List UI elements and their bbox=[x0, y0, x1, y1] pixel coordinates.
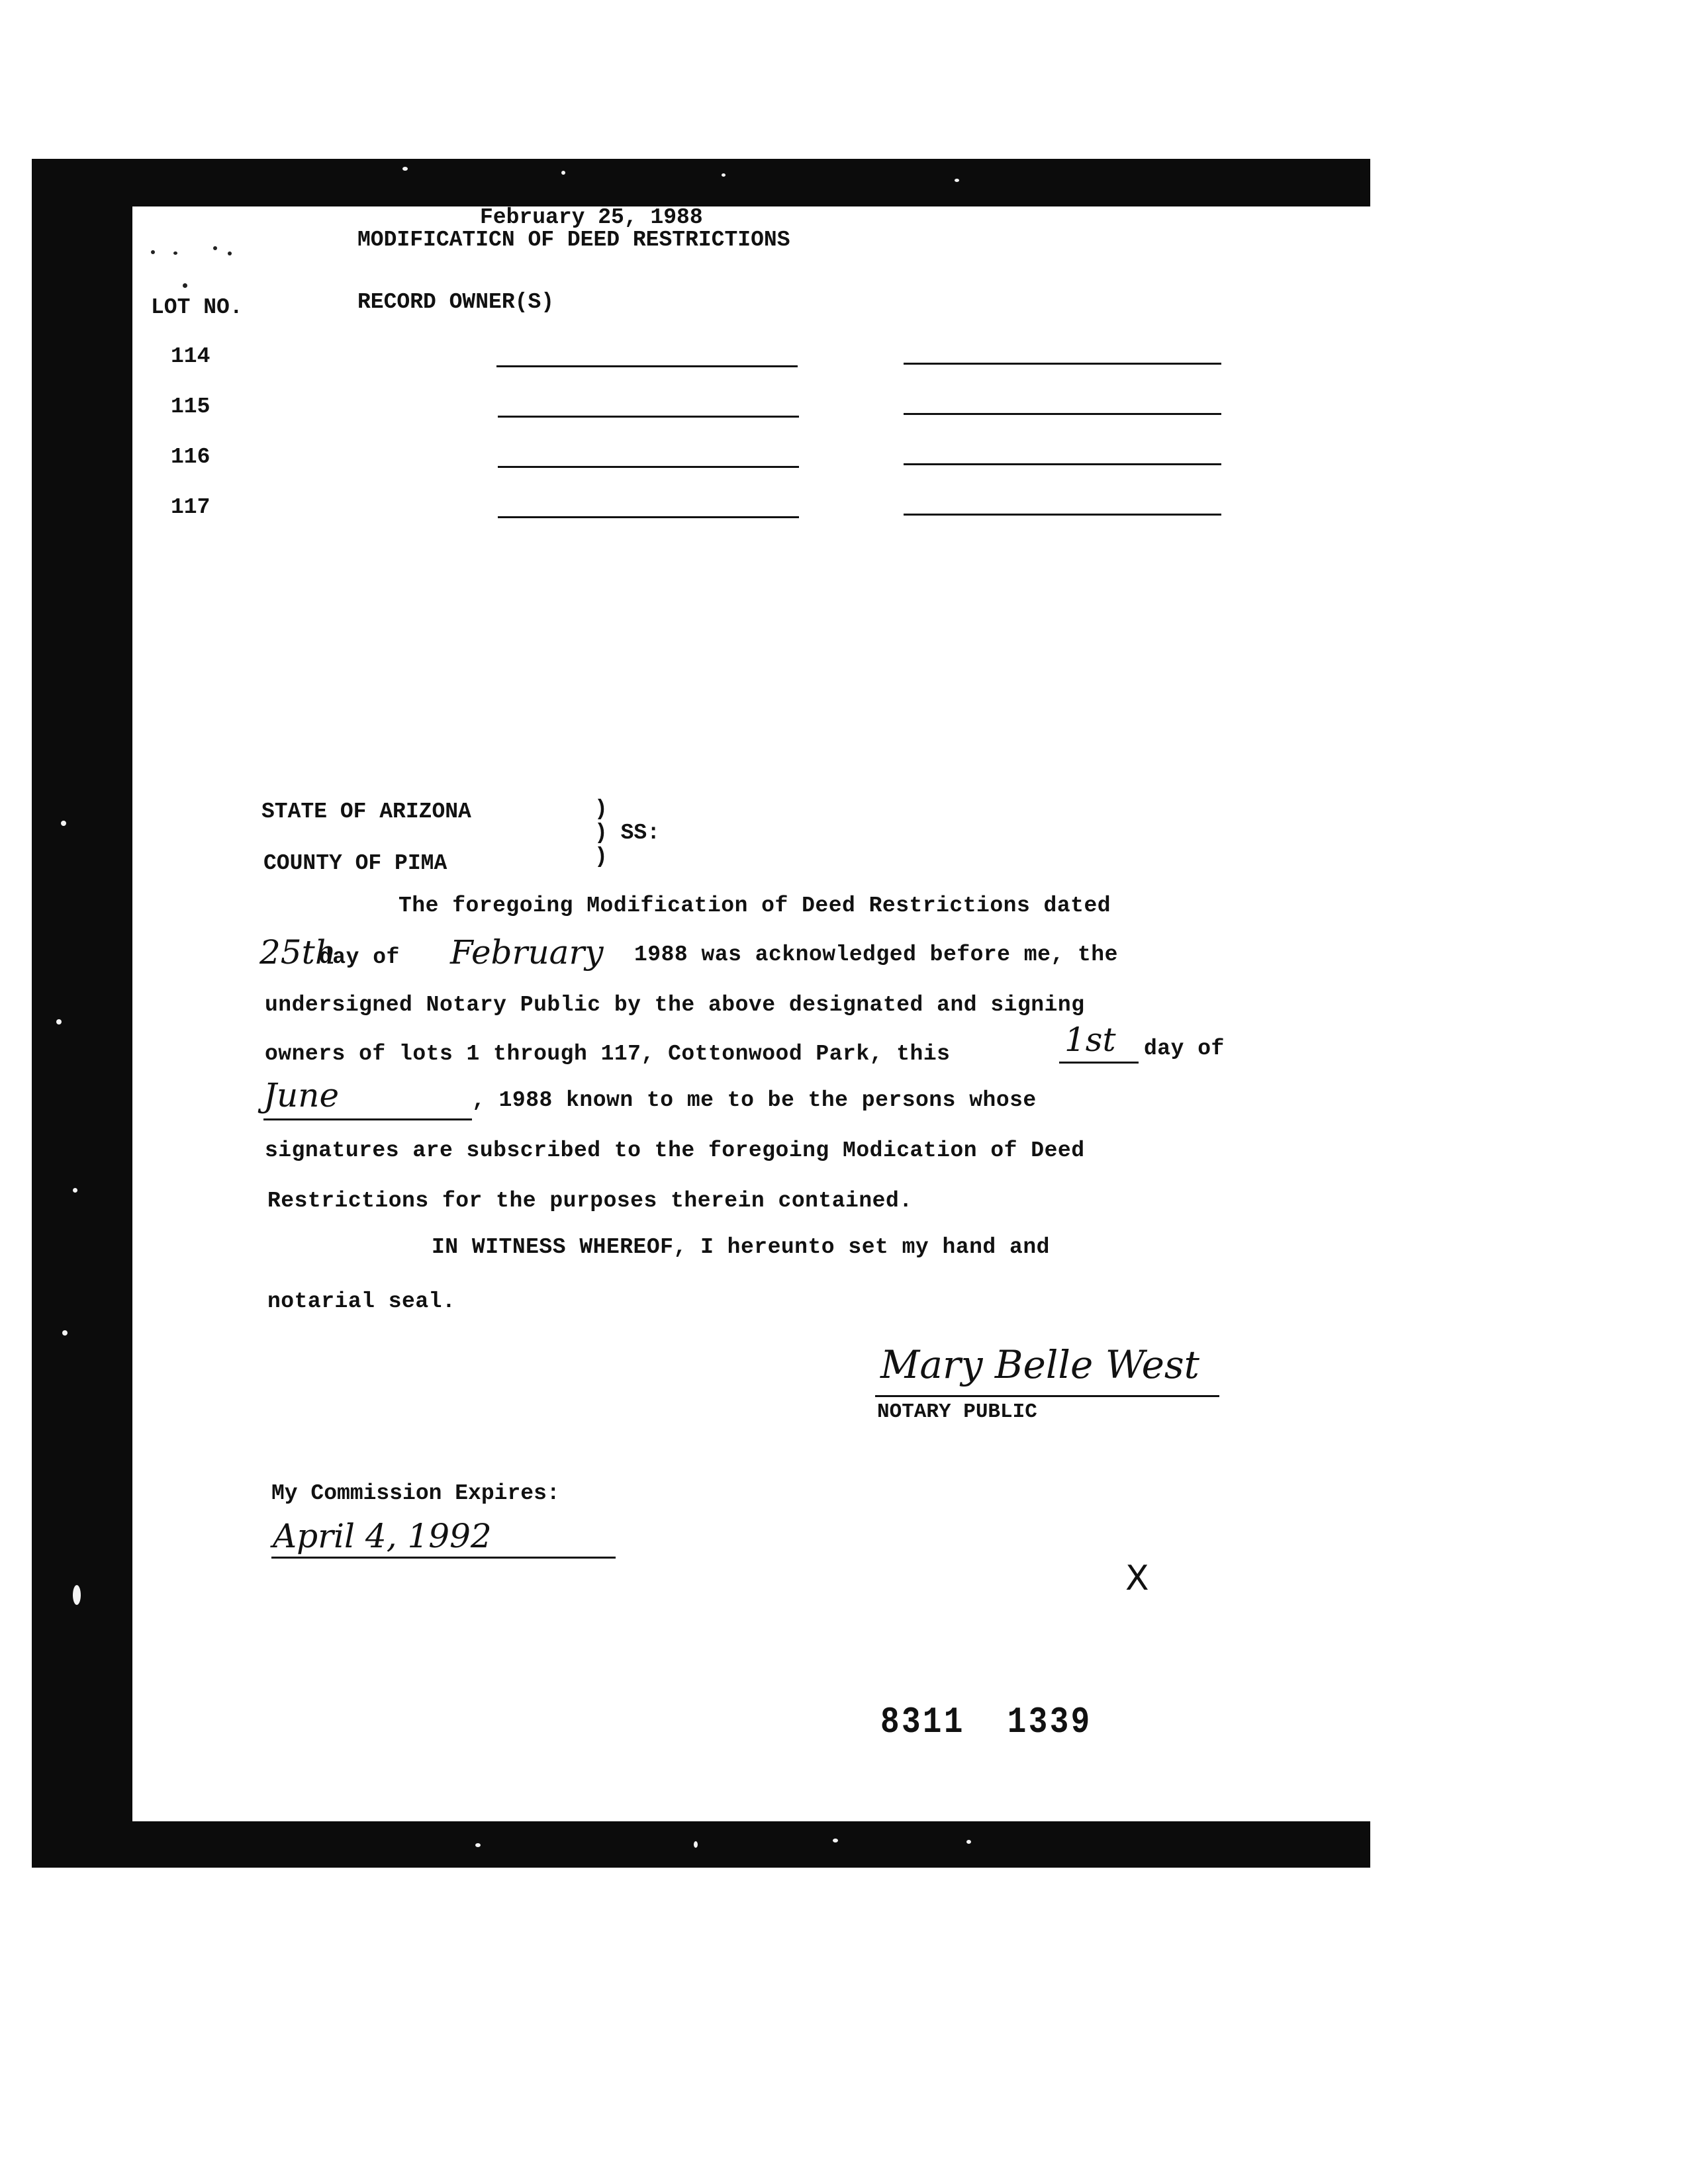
ack-line-3: undersigned Notary Public by the above designated and signing bbox=[265, 993, 1085, 1017]
ack-day-of: day of bbox=[1144, 1036, 1225, 1061]
owner-signature-line bbox=[498, 416, 799, 418]
scan-speck bbox=[722, 173, 726, 177]
scan-speck bbox=[56, 1019, 62, 1024]
owner-signature-line bbox=[498, 516, 799, 518]
lot-number: 115 bbox=[171, 394, 211, 419]
ack-line-6: signatures are subscribed to the foregoing Modication of Deed bbox=[265, 1138, 1085, 1163]
scan-speck bbox=[73, 1188, 77, 1193]
witness-line-1: IN WITNESS WHEREOF, I hereunto set my hand and bbox=[432, 1235, 1050, 1259]
fill-line bbox=[1059, 1062, 1139, 1064]
ack-line-5: , 1988 known to me to be the persons whose bbox=[472, 1088, 1037, 1113]
scan-speck bbox=[183, 283, 187, 288]
scan-speck bbox=[402, 167, 408, 171]
notary-public-label: NOTARY PUBLIC bbox=[877, 1400, 1037, 1424]
venue-county: COUNTY OF PIMA bbox=[263, 851, 447, 876]
notary-signature: Mary Belle West bbox=[880, 1342, 1199, 1387]
scan-speck bbox=[694, 1841, 698, 1848]
ack-line-2: 1988 was acknowledged before me, the bbox=[634, 942, 1118, 967]
scan-speck bbox=[561, 171, 565, 175]
handwritten-day: 1st bbox=[1064, 1021, 1116, 1059]
scan-speck bbox=[955, 179, 959, 182]
scan-speck bbox=[151, 250, 155, 254]
scan-speck bbox=[966, 1840, 971, 1844]
document-title: MODIFICATICN OF DEED RESTRICTIONS bbox=[357, 228, 790, 252]
owner-signature-line bbox=[496, 365, 798, 367]
lot-number: 117 bbox=[171, 495, 211, 520]
owner-signature-line bbox=[498, 466, 799, 468]
ack-line-1: The foregoing Modification of Deed Restrictions dated bbox=[399, 893, 1111, 918]
lot-number-header: LOT NO. bbox=[151, 295, 243, 320]
signature-line bbox=[875, 1395, 1219, 1397]
owner-signature-line bbox=[904, 413, 1221, 415]
scan-speck bbox=[173, 251, 177, 255]
owner-signature-line bbox=[904, 363, 1221, 365]
x-mark: X bbox=[1125, 1559, 1149, 1598]
venue-state: STATE OF ARIZONA bbox=[261, 799, 471, 824]
handwritten-day: 25th bbox=[259, 933, 336, 972]
owner-signature-line bbox=[904, 463, 1221, 465]
scan-speck bbox=[213, 246, 217, 250]
handwritten-month: June bbox=[263, 1076, 340, 1115]
commission-line bbox=[271, 1557, 616, 1559]
commission-date: April 4, 1992 bbox=[273, 1517, 492, 1555]
venue-ss: ) SS: bbox=[594, 821, 661, 845]
scan-speck bbox=[61, 821, 66, 826]
scan-speck bbox=[73, 1585, 81, 1605]
ack-line-7: Restrictions for the purposes therein contained. bbox=[267, 1189, 913, 1213]
ack-day-of: day of bbox=[319, 945, 400, 970]
commission-label: My Commission Expires: bbox=[271, 1481, 560, 1506]
owner-signature-line bbox=[904, 514, 1221, 516]
scan-frame-top bbox=[32, 159, 1370, 206]
ack-line-4: owners of lots 1 through 117, Cottonwood Park, this bbox=[265, 1042, 951, 1066]
recording-stamp-number: 8311 1339 bbox=[880, 1701, 1092, 1743]
scan-speck bbox=[62, 1330, 68, 1336]
scan-frame-left bbox=[32, 159, 132, 1866]
lot-number: 114 bbox=[171, 344, 211, 369]
record-owner-header: RECORD OWNER(S) bbox=[357, 290, 555, 314]
witness-line-2: notarial seal. bbox=[267, 1289, 456, 1314]
document-date: February 25, 1988 bbox=[480, 205, 703, 230]
venue-bracket: ) bbox=[594, 844, 608, 869]
fill-line bbox=[263, 1118, 472, 1120]
scan-speck bbox=[228, 251, 232, 255]
scan-speck bbox=[475, 1843, 481, 1847]
handwritten-month: February bbox=[450, 933, 604, 972]
lot-number: 116 bbox=[171, 445, 211, 469]
scan-speck bbox=[833, 1839, 838, 1843]
venue-bracket: ) bbox=[594, 797, 608, 821]
scan-frame-corner bbox=[1317, 165, 1370, 199]
scan-frame-bottom bbox=[32, 1821, 1370, 1868]
